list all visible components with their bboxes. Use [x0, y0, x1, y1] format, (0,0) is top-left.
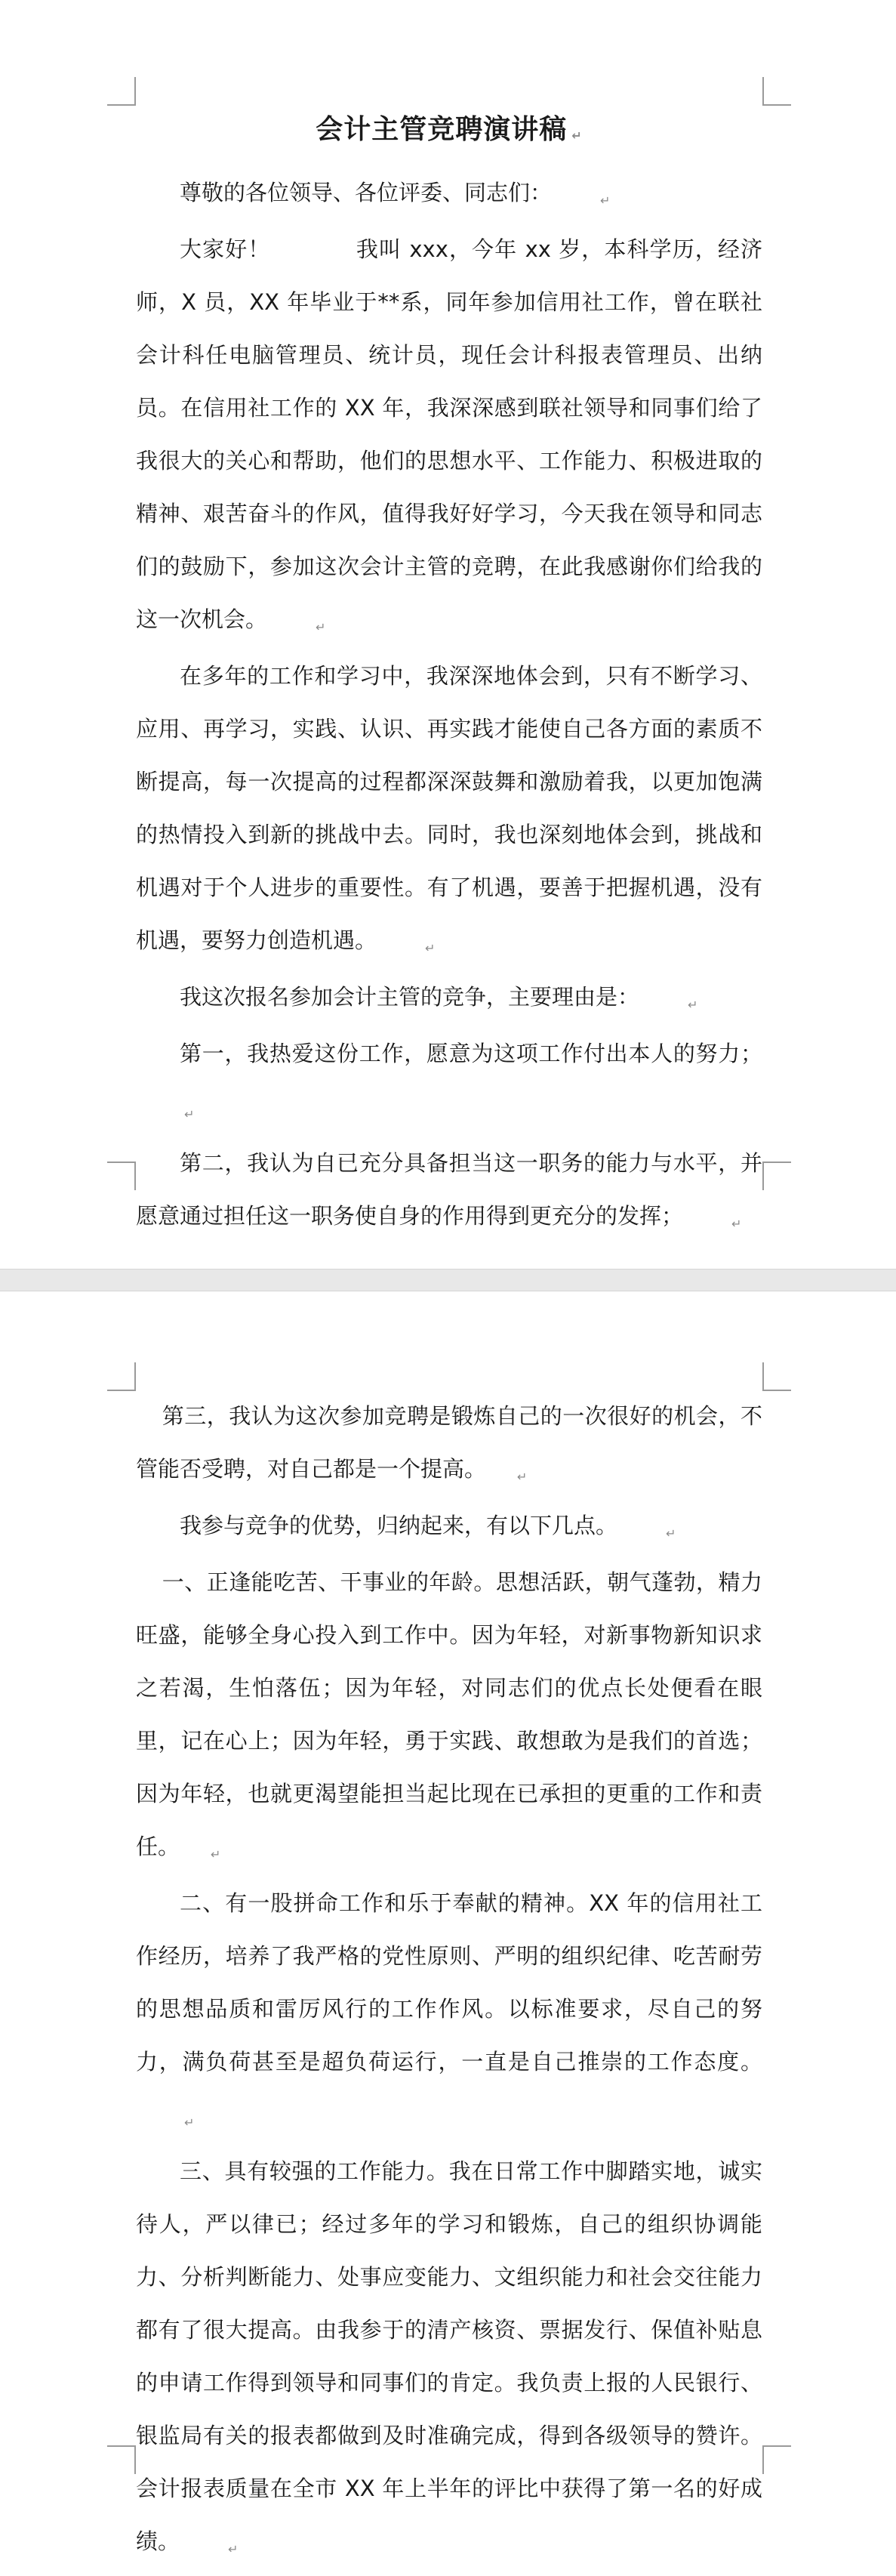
page-separator: [0, 1269, 896, 1291]
document-page-2: [0, 1291, 896, 2556]
page-corner-mark: [762, 1162, 791, 1190]
page-1-body[interactable]: [136, 106, 762, 1246]
document-page-1: [0, 0, 896, 1269]
paragraph-mark-icon: ↵: [666, 1526, 676, 1541]
paragraph-mark-icon: ↵: [571, 128, 583, 143]
paragraph-advantage-1[interactable]: 一、正逢能吃苦、干事业的年龄。思想活跃，朝气蓬勃，精力旺盛，能够全身心投入到工作中。因为年轻，对新事物新知识求之若渴，生怕落伍；因为年轻，对同志们的优点长处便看在眼里，记在心上；因为年轻，勇于实践、敢想敢为是我们的首选；因为年轻，也就更渴望能担当起比现在已承担的更重的工作和责任。 ↵: [136, 1556, 762, 1877]
paragraph-mark-icon: ↵: [184, 2115, 195, 2130]
page-corner-mark: [107, 2445, 136, 2474]
paragraph-mark-icon: ↵: [425, 941, 436, 955]
document-title[interactable]: 会计主管竞聘演讲稿 ↵: [136, 106, 762, 159]
page-corner-mark: [762, 1362, 791, 1391]
page-corner-mark: [762, 77, 791, 106]
page-2-body[interactable]: [136, 1390, 762, 2571]
page-corner-mark: [762, 2445, 791, 2474]
paragraph-mark-icon: ↵: [316, 620, 326, 634]
paragraph-mark-icon: ↵: [228, 2542, 239, 2556]
paragraph-reasons-intro[interactable]: 我这次报名参加会计主管的竞争，主要理由是： ↵: [136, 970, 762, 1027]
paragraph-advantage-3[interactable]: 三、具有较强的工作能力。我在日常工作中脚踏实地，诚实待人，严以律已；经过多年的学习和锻炼，自己的组织协调能力、分析判断能力、处事应变能力、文组织能力和社会交往能力都有了很大提高。由我参于的清产核资、票据发行、保值补贴息的申请工作得到领导和同事们的肯定。我负责上报的人民银行、银监局有关的报表都做到及时准确完成，得到各级领导的赞许。会计报表质量在全市 XX 年上半年的评比中获得了第一名的好成绩。 ↵: [136, 2145, 762, 2571]
paragraph-reason-2[interactable]: 第二，我认为自已充分具备担当这一职务的能力与水平，并愿意通过担任这一职务使自身的作用得到更充分的发挥； ↵: [136, 1137, 762, 1246]
paragraph-mark-icon: ↵: [210, 1847, 221, 1862]
paragraph-reason-1[interactable]: 第一，我热爱这份工作，愿意为这项工作付出本人的努力；↵: [136, 1027, 762, 1137]
page-corner-mark: [107, 1362, 136, 1391]
paragraph-advantage-2[interactable]: 二、有一股拼命工作和乐于奉献的精神。XX 年的信用社工作经历，培养了我严格的党性原则、严明的组织纪律、吃苦耐劳的思想品质和雷厉风行的工作作风。以标准要求，尽自己的努力，满负荷甚至是超负荷运行，一直是自己推崇的工作态度。↵: [136, 1877, 762, 2145]
paragraph-advantages-intro[interactable]: 我参与竞争的优势，归纳起来，有以下几点。 ↵: [136, 1499, 762, 1556]
paragraph-mark-icon: ↵: [600, 193, 611, 208]
paragraph-experience[interactable]: 在多年的工作和学习中，我深深地体会到，只有不断学习、应用、再学习，实践、认识、再实践才能使自己各方面的素质不断提高，每一次提高的过程都深深鼓舞和激励着我，以更加饱满的热情投入到新的挑战中去。同时，我也深刻地体会到，挑战和机遇对于个人进步的重要性。有了机遇，要善于把握机遇，没有机遇，要努力创造机遇。 ↵: [136, 649, 762, 970]
paragraph-reason-3[interactable]: 第三，我认为这次参加竞聘是锻炼自己的一次很好的机会，不管能否受聘，对自己都是一个提高。 ↵: [136, 1390, 762, 1499]
paragraph-mark-icon: ↵: [731, 1217, 742, 1231]
page-corner-mark: [107, 1162, 136, 1190]
paragraph-self-introduction[interactable]: 大家好！ 我叫 xxx，今年 xx 岁，本科学历，经济师，X 员，XX 年毕业于**系，同年参加信用社工作，曾在联社会计科任电脑管理员、统计员，现任会计科报表管理员、出纳员。在信用社工作的 XX 年，我深深感到联社领导和同事们给了我很大的关心和帮助，他们的思想水平、工作能力、积极进取的精神、艰苦奋斗的作风，值得我好好学习，今天我在领导和同志们的鼓励下，参加这次会计主管的竞聘，在此我感谢你们给我的这一次机会。 ↵: [136, 223, 762, 649]
paragraph-mark-icon: ↵: [184, 1107, 195, 1121]
page-corner-mark: [107, 77, 136, 106]
paragraph-mark-icon: ↵: [688, 998, 698, 1012]
paragraph-mark-icon: ↵: [516, 1470, 528, 1484]
paragraph-salutation[interactable]: 尊敬的各位领导、各位评委、同志们： ↵: [136, 166, 762, 223]
